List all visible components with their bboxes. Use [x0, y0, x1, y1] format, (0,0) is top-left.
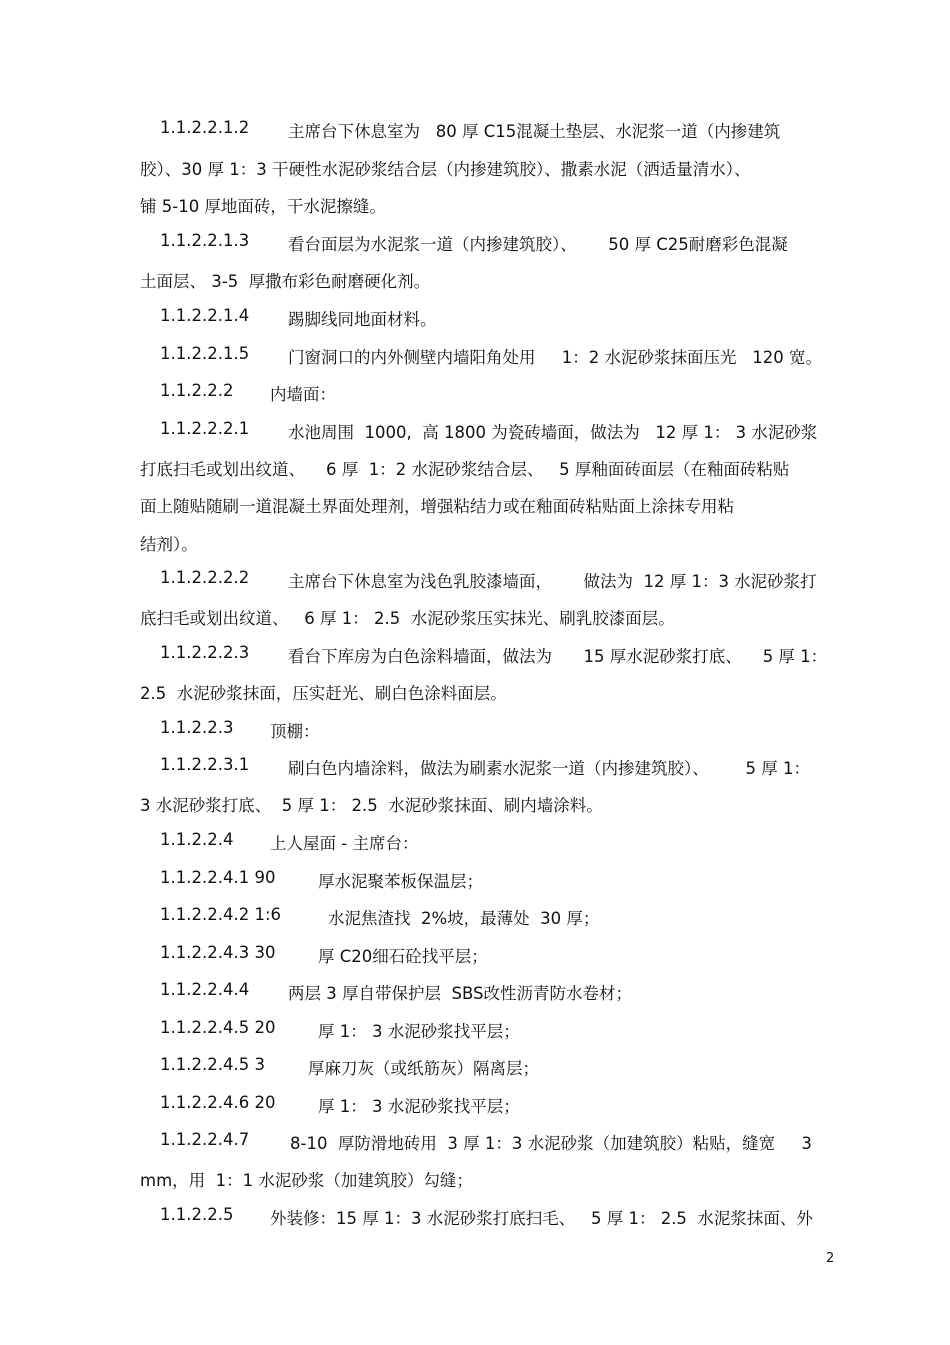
section-text: 2.5 水泥砂浆抹面，压实赶光、刷白色涂料面层。	[140, 684, 507, 703]
section-text: 3 水泥砂浆打底、 5 厚 1： 2.5 水泥砂浆抹面、刷内墙涂料。	[140, 796, 603, 815]
section-text: 铺 5-10 厚地面砖，干水泥擦缝。	[140, 197, 386, 216]
section-number: 1.1.2.2.4.2 1:6	[160, 905, 282, 924]
section-text: 8-10 厚防滑地砖用 3 厚 1：3 水泥砂浆（加建筑胶）粘贴，缝宽 3	[290, 1134, 812, 1153]
section-heading: 顶棚：	[270, 722, 320, 741]
section-number: 1.1.2.2.1.3	[160, 231, 250, 250]
page-number: 2	[826, 1251, 835, 1266]
section-text: 看台下库房为白色涂料墙面，做法为 15 厚水泥砂浆打底、 5 厚 1：	[288, 647, 828, 666]
section-number: 1.1.2.2.4.5 20	[160, 1018, 276, 1037]
section-text: mm，用 1：1 水泥砂浆（加建筑胶）勾缝；	[140, 1171, 473, 1190]
section-heading: 内墙面：	[270, 385, 336, 404]
section-text: 面上随贴随刷一道混凝土界面处理剂，增强粘结力或在釉面砖粘贴面上涂抹专用粘	[140, 497, 734, 516]
section-text: 厚 1： 3 水泥砂浆找平层；	[318, 1022, 520, 1041]
section-text: 土面层、 3-5 厚撒布彩色耐磨硬化剂。	[140, 272, 431, 291]
section-number: 1.1.2.2.5	[160, 1205, 234, 1224]
section-text: 踢脚线同地面材料。	[288, 310, 437, 329]
section-number: 1.1.2.2.4.1 90	[160, 868, 276, 887]
section-text: 底扫毛或划出纹道、 6 厚 1： 2.5 水泥砂浆压实抹光、刷乳胶漆面层。	[140, 609, 675, 628]
section-number: 1.1.2.2.1.4	[160, 306, 250, 325]
section-number: 1.1.2.2.4.3 30	[160, 943, 276, 962]
section-text: 外装修：15 厚 1：3 水泥砂浆打底扫毛、 5 厚 1： 2.5 水泥浆抹面、外	[270, 1209, 813, 1228]
section-text: 主席台下休息室为浅色乳胶漆墙面， 做法为 12 厚 1：3 水泥砂浆打	[288, 572, 817, 591]
section-number: 1.1.2.2.1.5	[160, 344, 250, 363]
section-text: 水泥焦渣找 2%坡，最薄处 30 厚；	[328, 909, 600, 928]
section-text: 厚 1： 3 水泥砂浆找平层；	[318, 1097, 520, 1116]
section-text: 厚 C20细石砼找平层；	[318, 947, 488, 966]
section-text: 厚麻刀灰（或纸筋灰）隔离层；	[308, 1059, 539, 1078]
section-text: 刷白色内墙涂料，做法为刷素水泥浆一道（内掺建筑胶）、 5 厚 1：	[288, 759, 810, 778]
section-text: 打底扫毛或划出纹道、 6 厚 1：2 水泥砂浆结合层、 5 厚釉面砖面层（在釉面砖粘贴	[140, 460, 790, 479]
section-text: 门窗洞口的内外侧壁内墙阳角处用 1：2 水泥砂浆抹面压光 120 宽。	[288, 348, 822, 367]
section-heading: 上人屋面 - 主席台：	[270, 834, 419, 853]
section-number: 1.1.2.2.3	[160, 718, 234, 737]
section-number: 1.1.2.2.2.3	[160, 643, 250, 662]
section-number: 1.1.2.2.4.7	[160, 1130, 250, 1149]
section-text: 两层 3 厚自带保护层 SBS改性沥青防水卷材；	[288, 984, 632, 1003]
section-text: 水池周围 1000, 高 1800 为瓷砖墙面，做法为 12 厚 1： 3 水泥砂浆	[288, 423, 818, 442]
section-text: 主席台下休息室为 80 厚 C15混凝土垫层、水泥浆一道（内掺建筑	[288, 122, 781, 141]
section-number: 1.1.2.2.3.1	[160, 755, 250, 774]
section-number: 1.1.2.2.2.2	[160, 568, 250, 587]
section-text: 结剂）。	[140, 535, 198, 554]
section-number: 1.1.2.2.4	[160, 830, 234, 849]
section-text: 厚水泥聚苯板保温层；	[318, 872, 483, 891]
section-text: 胶）、30 厚 1：3 干硬性水泥砂浆结合层（内掺建筑胶）、撒素水泥（洒适量清水）、	[140, 160, 751, 179]
section-number: 1.1.2.2.4.6 20	[160, 1093, 276, 1112]
section-number: 1.1.2.2.4.5 3	[160, 1055, 265, 1074]
section-number: 1.1.2.2.1.2	[160, 118, 250, 137]
section-text: 看台面层为水泥浆一道（内掺建筑胶）、 50 厚 C25耐磨彩色混凝	[288, 235, 788, 254]
section-number: 1.1.2.2.2	[160, 381, 234, 400]
section-number: 1.1.2.2.2.1	[160, 419, 250, 438]
section-number: 1.1.2.2.4.4	[160, 980, 250, 999]
